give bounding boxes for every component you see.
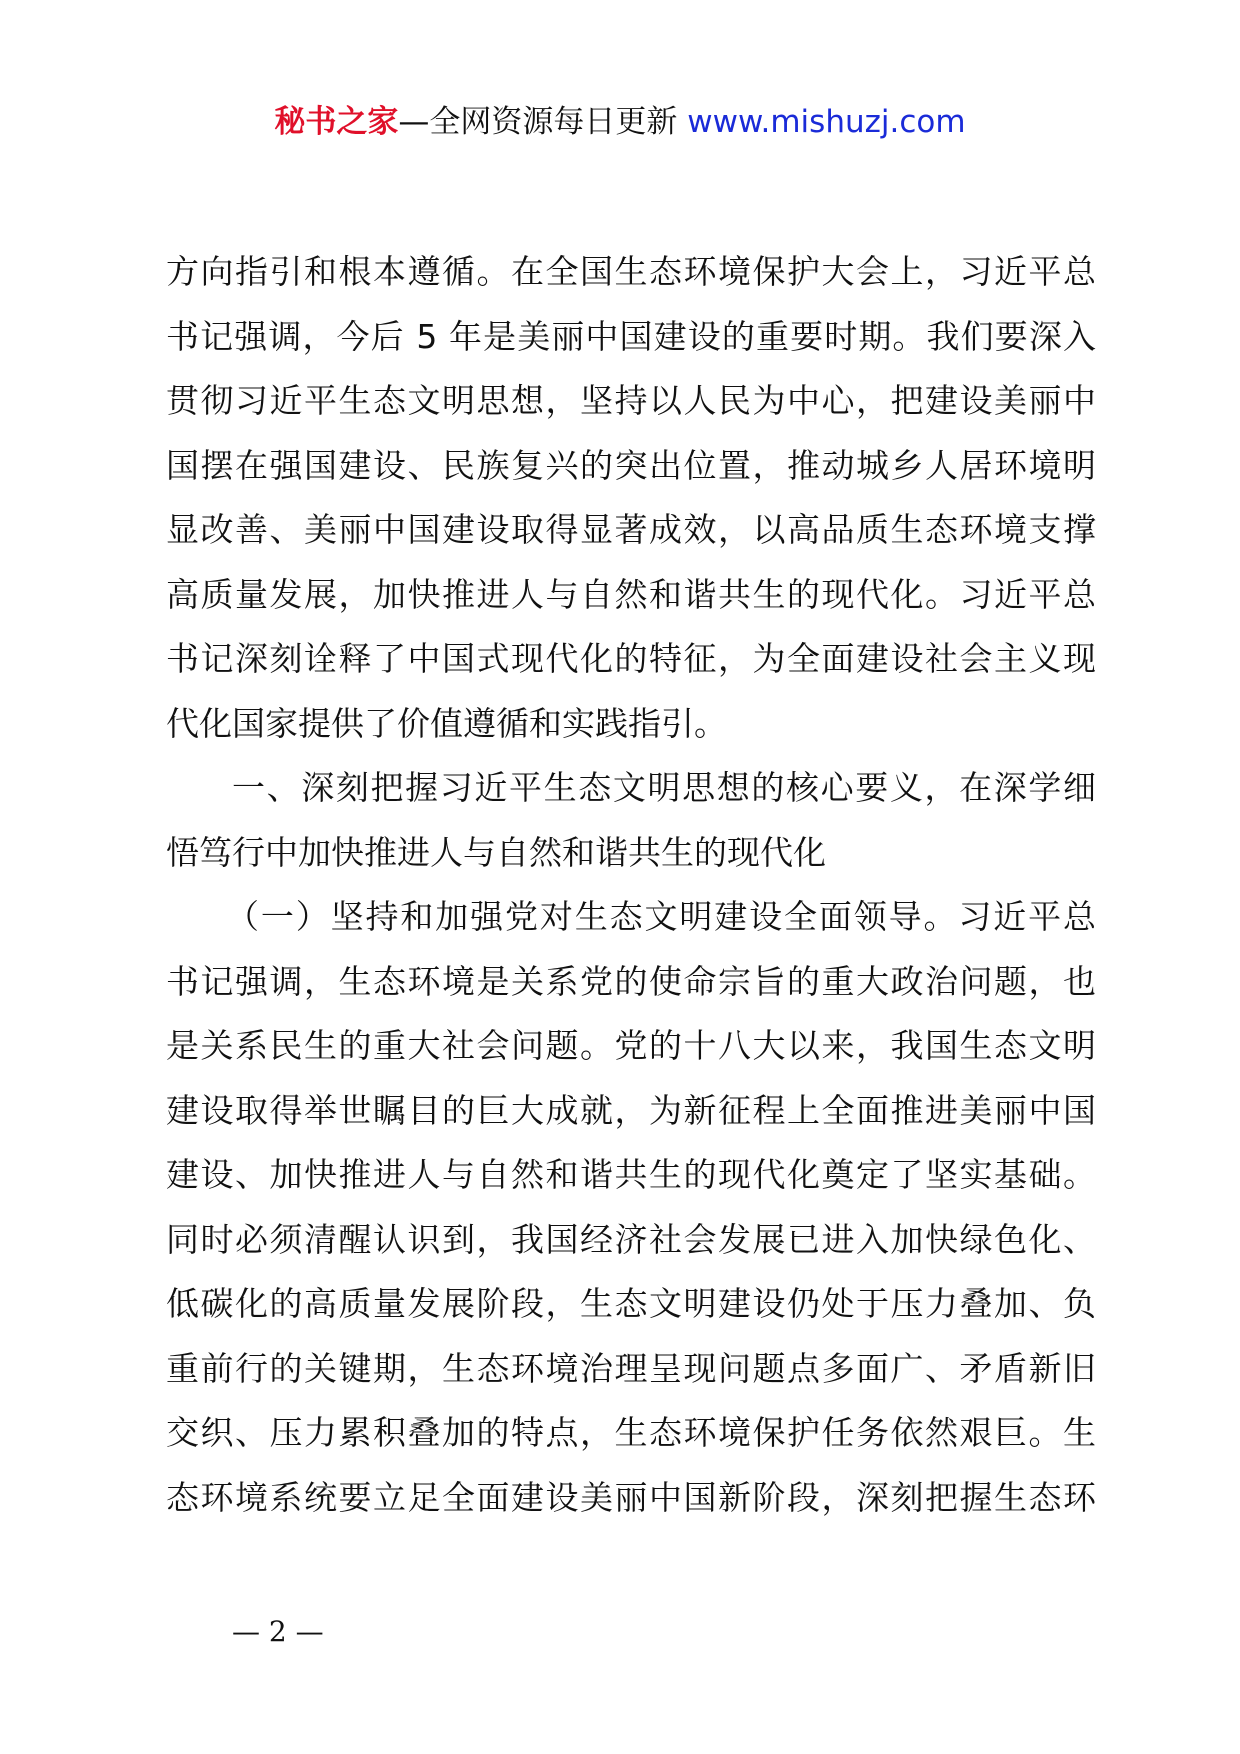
body-line: 显改善、美丽中国建设取得显著成效，以高品质生态环境支撑 bbox=[166, 510, 1096, 549]
document-body bbox=[166, 240, 1096, 1530]
body-line: 书记强调，今后 5 年是美丽中国建设的重要时期。我们要深入 bbox=[166, 316, 1096, 356]
body-line: 代化国家提供了价值遵循和实践指引。 bbox=[166, 703, 727, 743]
body-line: 方向指引和根本遵循。在全国生态环境保护大会上，习近平总 bbox=[166, 252, 1096, 291]
body-line: 书记深刻诠释了中国式现代化的特征，为全面建设社会主义现 bbox=[166, 639, 1096, 678]
body-line: 是关系民生的重大社会问题。党的十八大以来，我国生态文明 bbox=[166, 1026, 1096, 1065]
body-line: 重前行的关键期，生态环境治理呈现问题点多面广、矛盾新旧 bbox=[166, 1348, 1096, 1388]
body-line: 态环境系统要立足全面建设美丽中国新阶段，深刻把握生态环 bbox=[166, 1477, 1096, 1517]
body-line: 交织、压力累积叠加的特点，生态环境保护任务依然艰巨。生 bbox=[166, 1413, 1096, 1452]
body-line: 书记强调，生态环境是关系党的使命宗旨的重大政治问题，也 bbox=[166, 961, 1096, 1001]
body-line: 建设取得举世瞩目的巨大成就，为新征程上全面推进美丽中国 bbox=[166, 1090, 1096, 1130]
site-url-link[interactable]: www.mishuzj.com bbox=[687, 104, 966, 140]
subsection-line: （一）坚持和加强党对生态文明建设全面领导。习近平总 bbox=[226, 897, 1096, 936]
body-line: 贯彻习近平生态文明思想，坚持以人民为中心，把建设美丽中 bbox=[166, 381, 1096, 420]
section-heading-line: 悟笃行中加快推进人与自然和谐共生的现代化 bbox=[166, 832, 826, 872]
site-header bbox=[0, 102, 1240, 142]
page-number: — 2 — bbox=[232, 1615, 324, 1648]
body-line: 建设、加快推进人与自然和谐共生的现代化奠定了坚实基础。 bbox=[166, 1155, 1096, 1194]
body-line: 低碳化的高质量发展阶段，生态文明建设仍处于压力叠加、负 bbox=[166, 1284, 1096, 1323]
brand-name: 秘书之家 bbox=[274, 104, 399, 140]
body-line: 同时必须清醒认识到，我国经济社会发展已进入加快绿色化、 bbox=[166, 1219, 1096, 1259]
body-line: 国摆在强国建设、民族复兴的突出位置，推动城乡人居环境明 bbox=[166, 445, 1096, 485]
header-tagline: —全网资源每日更新 bbox=[398, 104, 678, 140]
section-heading-line: 一、深刻把握习近平生态文明思想的核心要义，在深学细 bbox=[232, 768, 1096, 807]
body-line: 高质量发展，加快推进人与自然和谐共生的现代化。习近平总 bbox=[166, 574, 1096, 614]
